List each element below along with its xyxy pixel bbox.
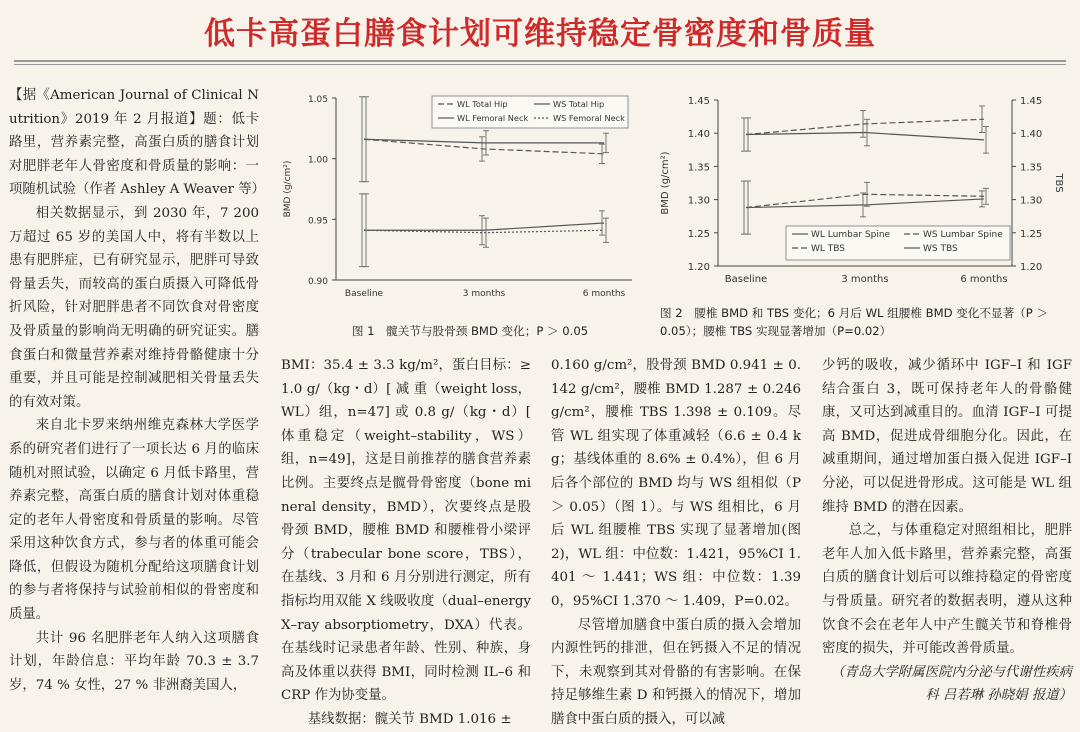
x-tick-label: 6 months [582, 289, 626, 299]
y-tick-label: 1.45 [687, 96, 710, 107]
header-rule-thin [14, 64, 1066, 65]
y-tick-label: 0.95 [307, 216, 328, 227]
y2-tick-label: 1.45 [1020, 96, 1043, 107]
figure-1-chart [270, 82, 650, 312]
text-column-2 [281, 354, 531, 732]
figure-1 [270, 82, 650, 312]
series-line-0 [364, 139, 604, 154]
legend-label: WL Femoral Neck [457, 113, 529, 123]
legend-label: WL Lumbar Spine [811, 230, 891, 240]
y2-tick-label: 1.20 [1020, 262, 1043, 273]
paragraph: 来自北卡罗来纳州维克森林大学医学系的研究者们进行了一项长达 6 月的临床随机对照试验，以确定 6 月低卡路里，营养素完整，高蛋白质的膳食计划对体重稳定的老年人骨密度和骨质量的影响。尽管采用这种饮食方式，参与者的体重可能会降低，但假设为随机分配给这项膳食计划的参与者将保持与试验前相似的骨密度和质量。 [9, 418, 259, 623]
y-tick-label: 1.05 [307, 95, 328, 105]
legend-label: WS Lumbar Spine [923, 230, 1003, 240]
y-tick-label: 1.40 [687, 129, 710, 141]
paragraph: 相关数据显示，到 2030 年，7 200 万超过 65 岁的美国人中，将有半数以上患有肥胖症，已有研究显示，肥胖可导致骨量丢失，而较高的蛋白质摄入可降低骨折风险，针对肥胖患者不同饮食对骨密度及骨质量的影响尚无明确的研究证实。膳食蛋白和微量营养素对维持骨骼健康十分重要，并且可能是控制减肥相关骨量丢失的有效对策。 [9, 205, 259, 410]
paragraph: 总之，与体重稳定对照组相比，肥胖老年人加入低卡路里，营养素完整，高蛋白质的膳食计划后可以维持稳定的骨密度与骨质量。研究者的数据表明，遵从这种饮食不会在老年人中产生髋关节和脊椎骨密度的损失，并可能改善骨质量。 [822, 523, 1072, 657]
legend-label: WL Total Hip [457, 99, 508, 109]
y-tick-label: 1.20 [687, 262, 710, 273]
y-tick-label: 0.90 [307, 277, 328, 287]
paragraph: 共计 96 名肥胖老年人纳入这项膳食计划，年龄信息：平均年龄 70.3 ± 3.7 岁，74 % 女性，27 % 非洲裔美国人， [9, 630, 259, 693]
series-line-2 [364, 223, 604, 230]
x-tick-label: 6 months [960, 274, 1008, 285]
y-axis-label: BMD (g/cm²) [283, 160, 293, 218]
y-tick-label: 1.30 [687, 195, 710, 207]
legend-label: WS Femoral Neck [553, 113, 625, 123]
x-tick-label: 3 months [841, 274, 889, 285]
x-tick-label: 3 months [462, 289, 506, 299]
x-tick-label: Baseline [724, 274, 768, 285]
text-column-4-body [822, 354, 1072, 661]
article-title: 低卡高蛋白膳食计划可维持稳定骨密度和骨质量 [204, 16, 876, 52]
y2-tick-label: 1.25 [1020, 228, 1043, 240]
figure-2-chart [650, 82, 1070, 302]
figure-2-caption: 图 2 腰椎 BMD 和 TBS 变化；6 月后 WL 组腰椎 BMD 变化不显著（P ＞ 0.05）；腰椎 TBS 实现显著增加（P=0.02） [660, 306, 1049, 338]
paragraph: 少钙的吸收，减少循环中 IGF–I 和 IGF 结合蛋白 3，既可保持老年人的骨骼健康，又可达到减重目的。血清 IGF–I 可提高 BMD，促进成骨细胞分化。因此，在减重期间，通过增加蛋白摄入促进 IGF–I 分泌，可以促进骨形成。这可能是 WL 组维持 BMD 的潜在因素。 [822, 358, 1072, 515]
legend-label: WS Total Hip [553, 99, 605, 109]
y2-axis-label: TBS [1053, 173, 1064, 193]
figure-1-caption: 图 1 髋关节与股骨颈 BMD 变化；P ＞ 0.05 [351, 324, 589, 338]
paragraph: BMI：35.4 ± 3.3 kg/m²，蛋白目标：≥ 1.0 g/（kg・d）[ 减 重（weight loss，WL）组，n=47] 或 0.8 g/（kg・d）[ 体重稳定（weight–stability，WS）组，n=49]，这是目前推荐的膳食营养素比例。主要终点是髋骨骨密度（bone mineral density，BMD），次要终点是股骨颈 BMD，腰椎 BMD 和腰椎骨小梁评分（trabecular bone score，TBS），在基线、3 月和 6 月分别进行测定，所有指标均用双能 X 线吸收度（dual–energy X–ray absorptiometry，DXA）代表。在基线时记录患者年龄、性别、种族，身高及体重以获得 BMI，同时检测 IL–6 和 CRP 作为协变量。 [281, 358, 531, 704]
report-credit: （青岛大学附属医院内分泌与代谢性疾病科 吕若琳 孙晓娟 报道） [830, 664, 1072, 704]
paragraph: 基线数据：髋关节 BMD 1.016 ± [307, 711, 512, 727]
y2-tick-label: 1.35 [1020, 162, 1043, 174]
text-column-1 [9, 84, 266, 697]
legend-label: WL TBS [811, 244, 846, 254]
paragraph: 0.160 g/cm²，股骨颈 BMD 0.941 ± 0.142 g/cm²，腰椎 BMD 1.287 ± 0.246 g/cm²，腰椎 TBS 1.398 ± 0.109。尽管 WL 组实现了体重减轻（6.6 ± 0.4 kg；基线体重的 8.6% ± 0.4%），但 6 月后各个部位的 BMD 均与 WS 组相似（P ＞ 0.05）（图 1）。与 WS 组相比，6 月后 WL 组腰椎 TBS 实现了显著增加(图 2)，WL 组：中位数：1.421，95%CI 1.401 ～ 1.441；WS 组：中位数：1.390，95%CI 1.370 ～ 1.409，P=0.02。 [551, 358, 801, 609]
y2-tick-label: 1.30 [1020, 195, 1043, 207]
legend-label: WS TBS [923, 244, 958, 254]
y-tick-label: 1.25 [687, 228, 710, 240]
y2-tick-label: 1.40 [1020, 129, 1043, 141]
x-tick-label: Baseline [344, 289, 384, 299]
y-tick-label: 1.35 [687, 162, 710, 174]
header-rule-thick [14, 60, 1066, 62]
series-line-3 [746, 133, 984, 140]
text-column-3 [551, 354, 801, 732]
y-axis-label: BMD (g/cm²) [660, 151, 671, 215]
y-tick-label: 1.00 [307, 155, 328, 166]
paragraph: 【据《American Journal of Clinical Nutrition》2019 年 2 月报道】题：低卡路里，营养素完整，高蛋白质的膳食计划对肥胖老年人骨密度和骨质量的影响：一项随机试验（作者 Ashley A Weaver 等） [9, 88, 266, 198]
figure-2 [650, 82, 1070, 302]
paragraph: 尽管增加膳食中蛋白质的摄入会增加内源性钙的排泄，但在钙摄入不足的情况下，未观察到其对骨骼的有害影响。在保持足够维生素 D 和钙摄入的情况下，增加膳食中蛋白质的摄入，可以减 [551, 617, 801, 727]
text-column-4 [822, 354, 1072, 708]
